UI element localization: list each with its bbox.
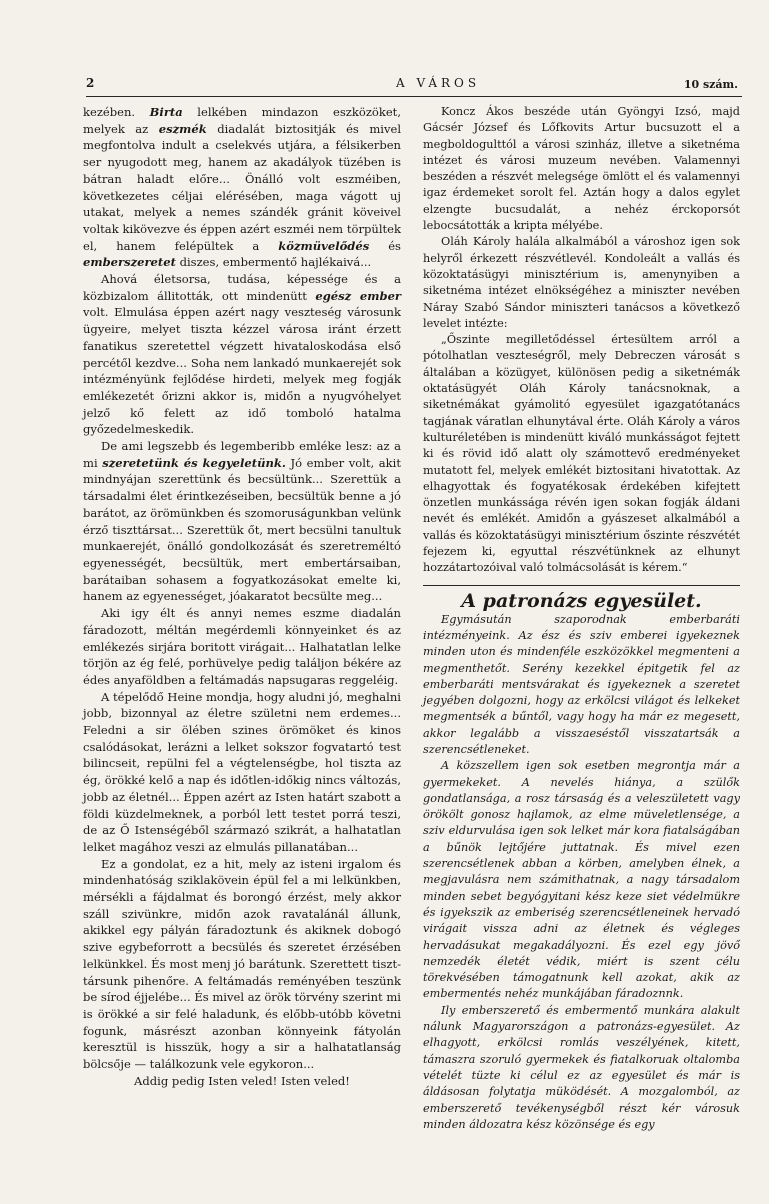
page-number: 2 bbox=[86, 76, 95, 90]
paragraph: Ez a gondolat, ez a hit, mely az isteni irgalom és mindenhatóság sziklakövein épül fel a mi lelkünkben, mérsékli a fájdalmat és borongó érzést, mely akkor száll szivünkre, midőn azok ravatalánál állunk, akikkel egy pályán fáradoztunk és akiknek dobogó szive egybeforrott a becsülés és szeretet érzésében lelkünkkel. És most menj jó barátunk. Szerettett tiszt-társunk pihenőre. A feltámadás reményében teszünk be sírod éjjelébe... És mivel az örök törvény szerint mi is örökké a sir felé haladunk, és előbb-utóbb követni fogunk, másrészt azonban könnyeink fátyolán keresztül is hisszük, hogy a sir a halhatatlanság bölcsője — találkozunk vele egykoron... bbox=[83, 856, 401, 1072]
closing-line: Addig pedig Isten veled! Isten veled! bbox=[134, 1073, 350, 1088]
right-column bbox=[423, 104, 740, 1133]
left-column bbox=[83, 104, 401, 1089]
paragraph: kezében. Birta lelkében mindazon eszközöket, melyek az eszmék diadalát biztositják és mivel megfontolva indult a cselekvés utjára, a félsikerben ser nyugodott meg, hanem az akadályok tüzében is bátran haladt előre... Önálló volt eszméiben, következetes céljai elérésében, maga vágott uj utakat, melyek a nemes szándék gránit köveivel voltak kikövezve és éppen azért eszméi nem törpültek el, hanem felépültek a közmüvelődés és emberszeretet diszes, embermentő hajlékaivá... bbox=[83, 105, 402, 270]
section-title: A patronázs egyesület. bbox=[423, 585, 740, 612]
paragraph: Egymásután szaporodnak emberbaráti intézményeink. Az ész és sziv emberei igyekeznek minden uton és mindenféle eszközökkel megmenteni a megmenthetőt. Serény kezekkel épitgetik fel az emberbaráti mentsvárakat és igyekeznek a szeretet jegyében dolgozni, hogy az erkölcsi világot és lelkeket megmentsék a bűntől, vagy hogy ha már ez megesett, akkor legalább a visszaeséstől visszatartsák a szerencsétleneket. bbox=[423, 612, 740, 756]
paragraph: Koncz Ákos beszéde után Gyöngyi Izsó, majd Gácsér József és Lőfkovits Artur bucsuzott el a megboldogulttól a városi szinház, illetve a siketnéma intézet és városi muzeum nevében. Valamennyi beszéden a részvét melegsége ömlött el és valamennyi igaz érdemeket sorolt fel. Aztán hogy a dalos egylet elzengte bucsudalát, a nehéz érckoporsót lebocsátották a kripta mélyébe. bbox=[423, 105, 740, 233]
paragraph: A tépelődő Heine mondja, hogy aludni jó, meghalni jobb, bizonnyal az életre születni nem erdemes... Feledni a sir ölében szines örömöket és kinos csalódásokat, lerázni a lelket sokszor fogvatartó test bilincseit, repülni fel a végtelenségbe, hol tiszta az ég, örökké kelő a nap és időtlen-időkig nincs változás, jobb az életnél... Éppen azért az Isten határt szabott a földi küzdelmeknek, a porból lett testet porrá teszi, de az Ő Istenségéből származó szikrát, a halhatatlan lelket magához veszi az elmulás pillanatában... bbox=[83, 689, 401, 854]
issue-number: 10 szám. bbox=[683, 78, 738, 91]
header-rule bbox=[86, 96, 742, 97]
paragraph: De ami legszebb és legemberibb emléke lesz: az a mi szeretetünk és kegyeletünk. Jó ember volt, akit mindnyájan szerettünk és becsültünk... Szerettük a társadalmi élet érintkezéseiben, becsültük benne a jó barátot, az örömünkben és szomoruságunkban velünk érző tiszttársat... Szerettük őt, mert becsülni tanultuk munkaerejét, önálló gondolkozását és szeretreméltó egyenességét, becsültük, mert embertársaiban, barátaiban sohasem a fogyatkozásokat emelte ki, hanem az egyenességet, jóakaratot becsülte meg... bbox=[83, 439, 401, 604]
quoted-letter: „Őszinte megilletődéssel értesültem arról a pótolhatlan veszteségről, mely Debreczen városát s általában a közügyet, különösen pedig a siketnémák oktatásügyét Oláh Károly tanácsnoknak, a siketnémákat gyámolitó egyesület igazgatótanács tagjának váratlan elhunytával érte. Oláh Károly a város kulturéletében is mindenütt kiváló munkásságot fejtett ki és rövid idő alatt oly számottevő eredményeket mutatott fel, melyek emlékét biztositani hivatottak. Az elhagyottak és fogyatékosak érdekében kifejtett önzetlen munkássága révén igen sokan fogják áldani nevét és emlékét. Amidőn a gyászeset alkalmából a vallás és közoktatásügyi minisztérium őszinte részvétét fejezem ki, egyuttal részvétünknek az elhunyt hozzátartozóival való tolmácsolását is kérem.“ bbox=[423, 333, 740, 575]
page-header bbox=[86, 76, 742, 96]
paragraph: A közszellem igen sok esetben megrontja már a gyermekeket. A nevelés hiánya, a szülők gondatlansága, a rosz társaság és a veleszületett vagy örökölt gonosz hajlamok, az elme müveletlensége, a sziv eldurvulása igen sok lelket már kora fiatalságában a bűnök lejtőjére juttatnak. És mivel ezen szerencsétlenek abban a körben, amelyben élnek, a megjavulásra nem számithatnak, a nagy társadalom minden sebet begyógyitani kész keze siet védelmükre és igyekszik az emberiség szerencsétleneinek hervadó virágait vissza adni az életnek és végleges hervadásukat megakadályozni. És ezel egy jövő nemzedék életét védik, miért is szent célu törekvésében támogatnunk kell azokat, akik az embermentés nehéz munkájában fáradoznnk. bbox=[423, 759, 740, 1001]
paragraph: Aki igy élt és annyi nemes eszme diadalán fáradozott, méltán megérdemli könnyeinket és az emlékezés sirjára boritott virágait... Halhatatlan lelke törjön az ég felé, porhüvelye pedig találjon békére az édes anyaföldben a feltámadás napsugaras reggeléig. bbox=[83, 606, 401, 687]
paragraph: Oláh Károly halála alkalmából a városhoz igen sok helyről érkezett részvétlevél. Kondoleált a vallás és közoktatásügyi minisztérium is, amenynyiben a siketnéma intézet elnökségéhez a miniszter nevében Náray Szabó Sándor miniszteri tanácsos a következő levelet intézte: bbox=[423, 235, 740, 330]
paragraph: Ily emberszerető és embermentő munkára alakult nálunk Magyarországon a patronázs-egyesület. Az elhagyott, erkölcsi romlás veszélyének, kitett, támaszra szoruló gyermekek és fiatalkoruak oltalomba vételét tüzte ki célul ez az egyesület és már is áldásosan folytatja müködését. A mozgalomból, az emberszerető tevékenységből részt kér városuk minden áldozatra kész közönsége és egy bbox=[423, 1003, 740, 1131]
paragraph: Ahová életsorsa, tudása, képessége és a közbizalom állitották, ott mindenütt egész ember volt. Elmulása éppen azért nagy veszteség városunk ügyeire, melyet tiszta kézzel városa iránt érzett fanatikus szeretettel végzett hivataloskodása első percétől kezdve... Soha nem lankadó munkaerejét sok intézményünk fejlődése hirdeti, melyek meg fogják emlékezetét őrizni akkor is, midőn a nyugvóhelyet jelző kő felett az idő tomboló hatalma győzedelmeskedik. bbox=[83, 272, 402, 437]
newspaper-title: A VÁROS bbox=[396, 76, 481, 90]
